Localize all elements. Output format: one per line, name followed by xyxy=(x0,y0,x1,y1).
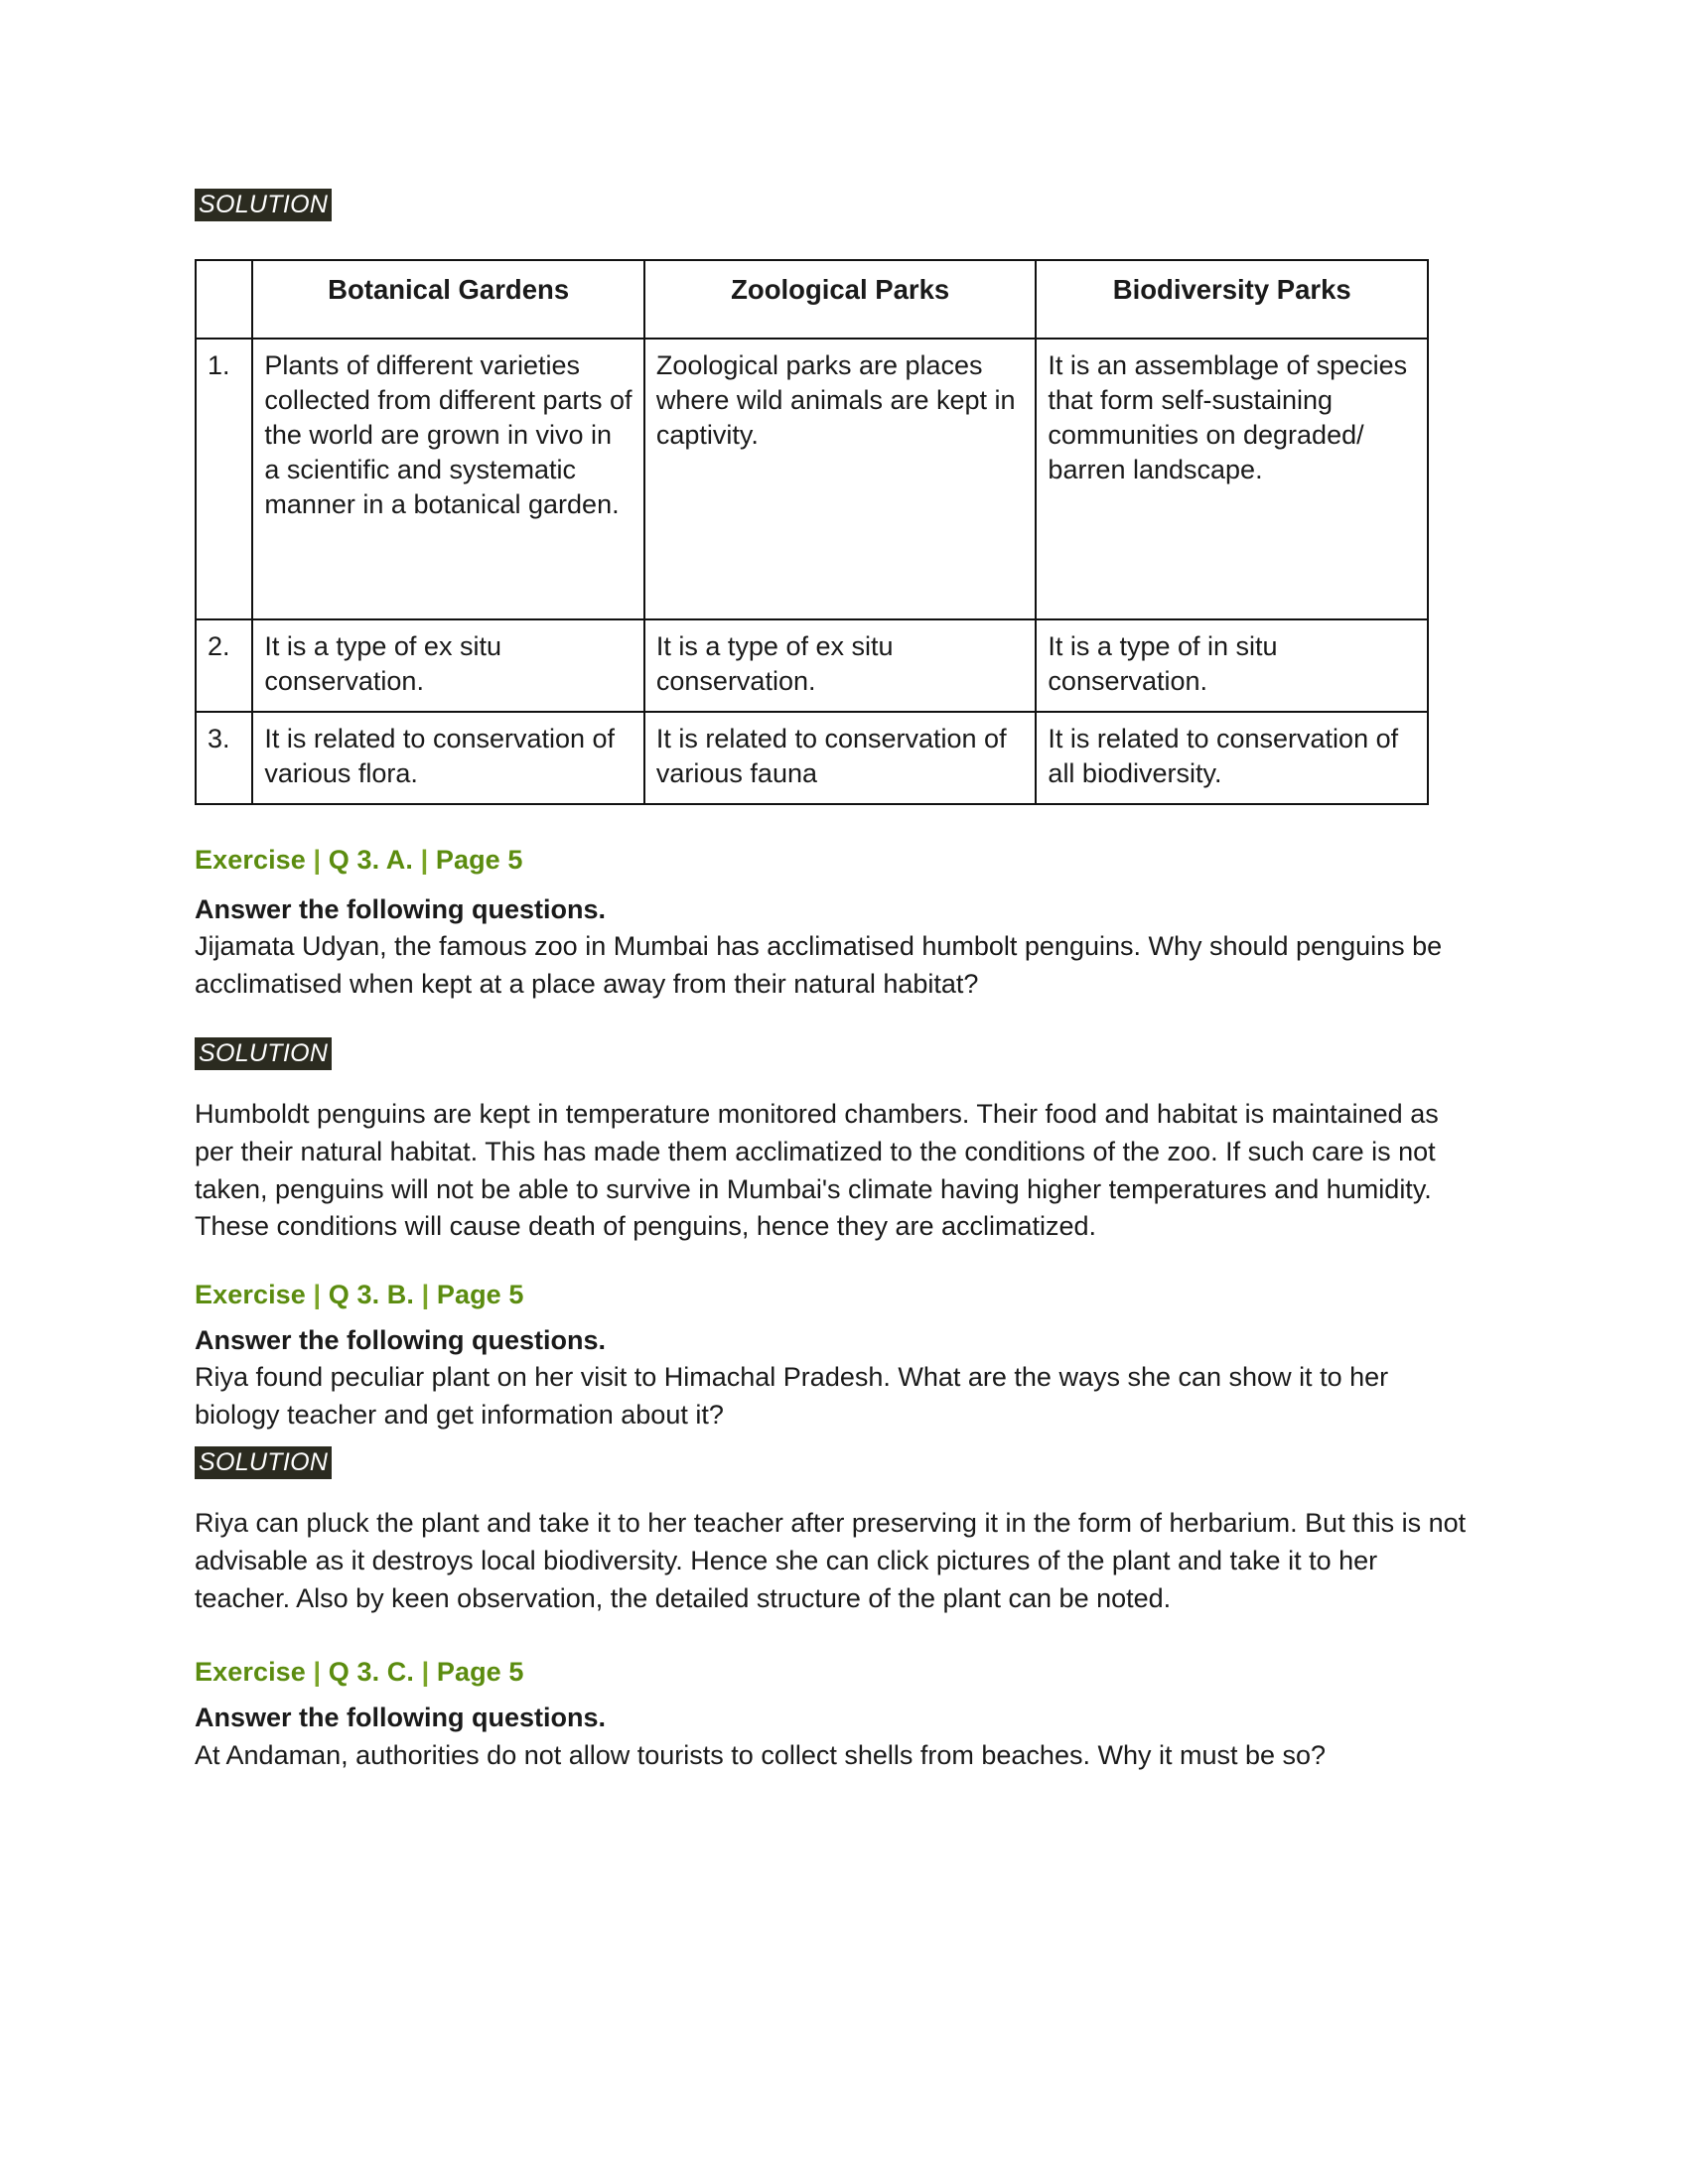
exercise-label: Exercise xyxy=(195,1280,306,1310)
row-index: 1. xyxy=(196,339,252,619)
column-header-zoological-parks: Zoological Parks xyxy=(644,260,1037,339)
cell-zoological-parks: It is a type of ex situ conservation. xyxy=(644,619,1037,712)
question-number: Q 3. A. xyxy=(328,845,413,876)
answer-prompt-q3a: Answer the following questions. xyxy=(195,894,607,925)
cell-zoological-parks: Zoological parks are places where wild animals are kept in captivity. xyxy=(644,339,1037,619)
heading-separator: | xyxy=(305,1657,329,1688)
solution-label: SOLUTION xyxy=(195,1037,332,1070)
cell-zoological-parks: It is related to conservation of various fauna xyxy=(644,712,1037,804)
answer-text-q3b: Riya can pluck the plant and take it to her teacher after preserving it in the form of herbarium. But this is not advisable as it destroys local biodiversity. Hence she can click pictures of the plant and take it to her teacher. Also by keen observation, the detailed structure of the plant can be noted. xyxy=(195,1508,1467,1613)
cell-biodiversity-parks: It is a type of in situ conservation. xyxy=(1036,619,1428,712)
question-text-q3a: Jijamata Udyan, the famous zoo in Mumbai has acclimatised humbolt penguins. Why should penguins be acclimatised when kept at a place away from their natural habitat? xyxy=(195,931,1443,1000)
cell-botanical-gardens: It is related to conservation of various flora. xyxy=(252,712,644,804)
solution-badge-table xyxy=(195,189,1471,221)
exercise-label: Exercise xyxy=(195,845,306,876)
heading-separator: | xyxy=(414,1280,437,1310)
page-number: Page 5 xyxy=(436,1657,524,1688)
page-number: Page 5 xyxy=(436,1280,524,1310)
cell-botanical-gardens: Plants of different varieties collected from different parts of the world are grown in vivo in a scientific and systematic manner in a botanical garden. xyxy=(252,339,644,619)
solution-label: SOLUTION xyxy=(195,1446,332,1479)
comparison-table xyxy=(195,259,1429,805)
row-index: 2. xyxy=(196,619,252,712)
document-content xyxy=(195,189,1471,1774)
exercise-heading-q3b xyxy=(195,1280,1471,1310)
answer-prompt-q3c: Answer the following questions. xyxy=(195,1703,607,1733)
question-number: Q 3. C. xyxy=(328,1657,414,1688)
question-number: Q 3. B. xyxy=(328,1280,414,1310)
solution-badge-q3b xyxy=(195,1446,1471,1479)
question-text-q3c: At Andaman, authorities do not allow tourists to collect shells from beaches. Why it must be so? xyxy=(195,1739,1327,1770)
answer-prompt-q3b: Answer the following questions. xyxy=(195,1325,607,1356)
column-header-botanical-gardens: Botanical Gardens xyxy=(252,260,644,339)
solution-label: SOLUTION xyxy=(195,189,332,221)
page-number: Page 5 xyxy=(435,845,523,876)
column-header-index xyxy=(196,260,252,339)
solution-badge-q3a xyxy=(195,1037,1471,1070)
question-text-q3b: Riya found peculiar plant on her visit to Himachal Pradesh. What are the ways she can show it to her biology teacher and get information about it? xyxy=(195,1362,1389,1431)
exercise-heading-q3c xyxy=(195,1657,1471,1688)
row-index: 3. xyxy=(196,712,252,804)
heading-separator: | xyxy=(413,845,436,876)
table-row xyxy=(196,712,1428,804)
cell-biodiversity-parks: It is related to conservation of all biodiversity. xyxy=(1036,712,1428,804)
cell-biodiversity-parks: It is an assemblage of species that form self-sustaining communities on degraded/ barren landscape. xyxy=(1036,339,1428,619)
answer-text-q3a: Humboldt penguins are kept in temperature monitored chambers. Their food and habitat is maintained as per their natural habitat. This has made them acclimatized to the conditions of the zoo. If such care is not taken, penguins will not be able to survive in Mumbai's climate having higher temperatures and humidity. These conditions will cause death of penguins, hence they are acclimatized. xyxy=(195,1098,1439,1242)
table-body xyxy=(196,339,1428,804)
table-header xyxy=(196,260,1428,339)
table-row xyxy=(196,339,1428,619)
heading-separator: | xyxy=(305,1280,329,1310)
exercise-heading-q3a xyxy=(195,845,1471,876)
cell-botanical-gardens: It is a type of ex situ conservation. xyxy=(252,619,644,712)
exercise-label: Exercise xyxy=(195,1657,306,1688)
heading-separator: | xyxy=(414,1657,437,1688)
column-header-biodiversity-parks: Biodiversity Parks xyxy=(1036,260,1428,339)
table-header-row xyxy=(196,260,1428,339)
table-row xyxy=(196,619,1428,712)
heading-separator: | xyxy=(305,845,329,876)
